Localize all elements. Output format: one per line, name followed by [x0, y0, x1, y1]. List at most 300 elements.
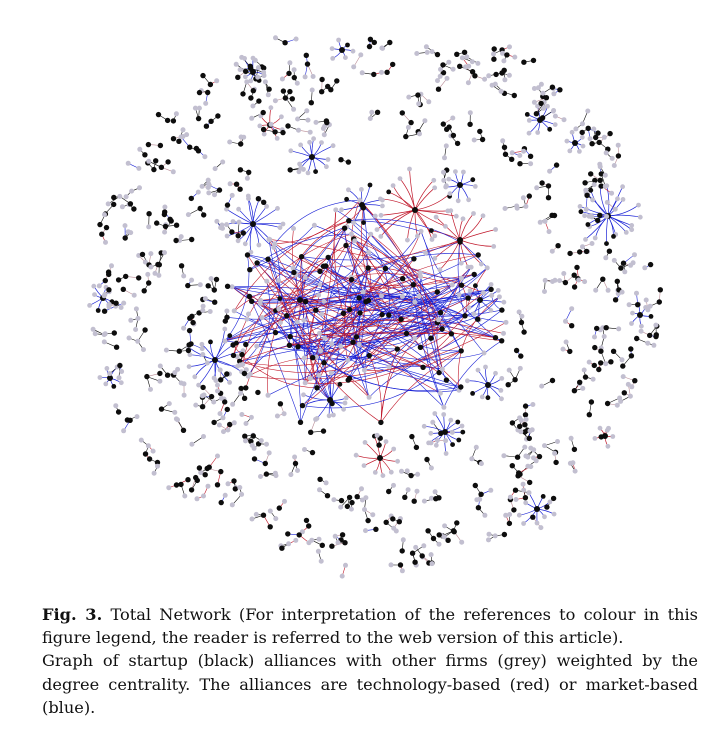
firm-node [245, 317, 250, 322]
startup-node [282, 40, 287, 45]
firm-node [471, 211, 476, 216]
startup-node [338, 157, 343, 162]
startup-node [462, 50, 467, 55]
firm-node [496, 288, 501, 293]
firm-node [395, 459, 400, 464]
startup-node [455, 141, 460, 146]
firm-node [287, 60, 292, 65]
technology-edge [460, 219, 463, 240]
firm-node [354, 453, 359, 458]
firm-node [273, 35, 278, 40]
startup-node [341, 311, 346, 316]
firm-node [196, 190, 201, 195]
startup-node [572, 140, 578, 146]
startup-node [278, 401, 283, 406]
firm-node [512, 55, 517, 60]
startup-node [347, 495, 352, 500]
firm-node [319, 312, 324, 317]
startup-node [599, 434, 604, 439]
firm-node [400, 568, 405, 573]
firm-node [419, 229, 424, 234]
startup-node [551, 496, 556, 501]
firm-node [291, 107, 296, 112]
firm-node [606, 444, 611, 449]
firm-node [493, 533, 498, 538]
firm-node [239, 55, 244, 60]
startup-node [146, 142, 151, 147]
firm-node [311, 136, 316, 141]
firm-node [102, 293, 107, 298]
firm-node [553, 114, 558, 119]
firm-node [418, 270, 423, 275]
firm-node [429, 440, 434, 445]
startup-node [189, 487, 194, 492]
firm-node [450, 282, 455, 287]
firm-node [215, 389, 220, 394]
startup-node [153, 158, 158, 163]
firm-node [629, 227, 634, 232]
firm-node [133, 327, 138, 332]
startup-node [437, 532, 442, 537]
market-edge [467, 381, 488, 385]
firm-node [615, 403, 620, 408]
firm-node [117, 194, 122, 199]
firm-node [415, 489, 420, 494]
startup-node [196, 148, 201, 153]
startup-node [412, 499, 417, 504]
firm-node [148, 387, 153, 392]
firm-node [434, 443, 439, 448]
firm-node [450, 116, 455, 121]
firm-node [523, 204, 528, 209]
firm-node [606, 426, 611, 431]
firm-node [182, 393, 187, 398]
firm-node [629, 223, 634, 228]
firm-node [603, 184, 608, 189]
firm-node [363, 495, 368, 500]
firm-node [174, 111, 179, 116]
firm-node [616, 326, 621, 331]
firm-node [651, 343, 656, 348]
firm-node [243, 438, 248, 443]
firm-node [367, 395, 372, 400]
firm-node [249, 415, 254, 420]
firm-node [327, 413, 332, 418]
firm-node [417, 131, 422, 136]
startup-node [658, 287, 663, 292]
firm-node [582, 279, 587, 284]
firm-node [248, 372, 253, 377]
startup-node [512, 93, 517, 98]
startup-node [295, 344, 300, 349]
firm-node [590, 241, 595, 246]
firm-node [463, 64, 468, 69]
startup-node [628, 346, 633, 351]
firm-node [517, 310, 522, 315]
startup-node [291, 270, 296, 275]
startup-node [400, 548, 405, 553]
firm-node [151, 449, 156, 454]
firm-node [604, 150, 609, 155]
technology-edge [356, 455, 380, 458]
startup-node [444, 377, 449, 382]
firm-node [446, 177, 451, 182]
startup-node [365, 518, 370, 523]
firm-node [276, 306, 281, 311]
startup-node [376, 442, 381, 447]
firm-node [603, 173, 608, 178]
firm-node [302, 447, 307, 452]
startup-node [214, 277, 219, 282]
firm-node [504, 320, 509, 325]
startup-node [607, 249, 612, 254]
figure-caption [42, 603, 698, 719]
firm-node [181, 326, 186, 331]
market-edge [606, 216, 608, 244]
firm-node [524, 417, 529, 422]
startup-node [349, 500, 354, 505]
caption-title: Total Network (For interpretation of the references to colour in this figure legend, the reader is referred to the web version of this article). [42, 605, 698, 648]
startup-node [185, 283, 190, 288]
firm-node [153, 271, 158, 276]
startup-node [598, 178, 603, 183]
firm-node [454, 214, 459, 219]
startup-node [635, 302, 640, 307]
firm-node [351, 64, 356, 69]
firm-node [218, 411, 223, 416]
firm-node [582, 368, 587, 373]
startup-node [251, 433, 256, 438]
firm-node [591, 127, 596, 132]
startup-node [621, 261, 626, 266]
firm-node [311, 74, 316, 79]
firm-node [493, 227, 498, 232]
startup-node [181, 428, 186, 433]
startup-node [350, 340, 355, 345]
firm-node [238, 67, 243, 72]
startup-node [321, 428, 326, 433]
firm-node [564, 340, 569, 345]
startup-node [243, 385, 248, 390]
firm-node [502, 300, 507, 305]
startup-node [522, 422, 527, 427]
startup-node [142, 288, 147, 293]
firm-node [584, 207, 589, 212]
startup-node [400, 276, 405, 281]
startup-node [287, 89, 292, 94]
firm-node [359, 486, 364, 491]
startup-node [550, 378, 555, 383]
startup-node [209, 394, 214, 399]
startup-node [346, 218, 351, 223]
firm-node [441, 412, 446, 417]
firm-node [486, 73, 491, 78]
firm-node [448, 191, 453, 196]
firm-node [126, 229, 131, 234]
firm-node [629, 321, 634, 326]
firm-node [119, 369, 124, 374]
startup-node [567, 349, 572, 354]
firm-node [172, 410, 177, 415]
firm-node [236, 238, 241, 243]
startup-node [218, 377, 223, 382]
startup-node [342, 226, 347, 231]
startup-node [418, 345, 423, 350]
startup-node [472, 272, 477, 277]
firm-node [358, 52, 363, 57]
startup-node [574, 265, 579, 270]
firm-node [128, 318, 133, 323]
startup-node [340, 532, 345, 537]
firm-node [457, 292, 462, 297]
firm-node [405, 238, 410, 243]
firm-node [181, 134, 186, 139]
startup-node [344, 197, 349, 202]
firm-node [123, 223, 128, 228]
startup-node [414, 445, 419, 450]
firm-node [573, 126, 578, 131]
firm-node [206, 178, 211, 183]
firm-node [366, 250, 371, 255]
firm-node [254, 344, 259, 349]
startup-node [234, 182, 239, 187]
startup-node [206, 283, 211, 288]
startup-node [511, 507, 516, 512]
firm-node [441, 405, 446, 410]
firm-node [534, 185, 539, 190]
firm-node [135, 339, 140, 344]
startup-node [106, 269, 111, 274]
startup-node [390, 516, 395, 521]
firm-node [501, 58, 506, 63]
startup-node [143, 451, 148, 456]
firm-node [405, 468, 410, 473]
startup-node [171, 136, 176, 141]
firm-node [441, 178, 446, 183]
startup-node [592, 345, 597, 350]
firm-node [117, 375, 122, 380]
firm-node [573, 469, 578, 474]
firm-node [442, 155, 447, 160]
firm-node [459, 276, 464, 281]
firm-node [563, 319, 568, 324]
firm-node [493, 371, 498, 376]
startup-node [618, 265, 623, 270]
startup-node [476, 505, 481, 510]
firm-node [451, 67, 456, 72]
startup-node [457, 182, 463, 188]
firm-node [121, 428, 126, 433]
firm-node [322, 132, 327, 137]
startup-node [111, 195, 116, 200]
startup-node [326, 255, 331, 260]
firm-node [134, 306, 139, 311]
startup-node [212, 357, 218, 363]
firm-node [517, 513, 522, 518]
firm-node [312, 223, 317, 228]
startup-node [140, 252, 145, 257]
startup-node [156, 112, 161, 117]
firm-node [434, 215, 439, 220]
firm-node [480, 395, 485, 400]
startup-node [236, 233, 241, 238]
firm-node [593, 236, 598, 241]
firm-node [430, 561, 435, 566]
startup-node [230, 342, 235, 347]
startup-node [247, 267, 252, 272]
firm-node [258, 298, 263, 303]
firm-node [220, 160, 225, 165]
firm-node [306, 540, 311, 545]
firm-node [443, 224, 448, 229]
startup-node [361, 220, 366, 225]
firm-node [303, 380, 308, 385]
firm-node [343, 563, 348, 568]
startup-node [111, 202, 116, 207]
firm-node [535, 130, 540, 135]
technology-edge [410, 169, 416, 210]
firm-node [459, 261, 464, 266]
firm-node [126, 161, 131, 166]
startup-node [528, 154, 533, 159]
firm-node [249, 116, 254, 121]
firm-node [119, 380, 124, 385]
startup-node [371, 72, 376, 77]
firm-node [639, 324, 644, 329]
startup-node [144, 374, 149, 379]
startup-node [242, 396, 247, 401]
startup-node [190, 320, 195, 325]
firm-node [542, 514, 547, 519]
firm-node [292, 455, 297, 460]
startup-node [499, 338, 504, 343]
startup-node [288, 167, 293, 172]
startup-node [235, 75, 240, 80]
market-edge [253, 206, 267, 224]
startup-node [386, 190, 391, 195]
firm-node [489, 282, 494, 287]
firm-node [486, 537, 491, 542]
market-edge [253, 223, 283, 224]
startup-node [233, 486, 238, 491]
firm-node [499, 89, 504, 94]
startup-node [357, 310, 362, 315]
firm-node [653, 323, 658, 328]
startup-node [538, 101, 543, 106]
firm-node [146, 224, 151, 229]
firm-node [209, 276, 214, 281]
startup-node [167, 217, 172, 222]
startup-node [297, 297, 303, 303]
firm-node [639, 329, 644, 334]
firm-node [453, 169, 458, 174]
startup-node [127, 418, 132, 423]
firm-node [119, 305, 124, 310]
startup-node [238, 386, 243, 391]
startup-node [460, 430, 465, 435]
firm-node [517, 153, 522, 158]
firm-node [569, 306, 574, 311]
firm-node [345, 358, 350, 363]
firm-node [587, 360, 592, 365]
startup-node [287, 343, 292, 348]
firm-node [269, 122, 274, 127]
startup-node [595, 218, 600, 223]
technology-edge [407, 210, 415, 240]
firm-node [198, 470, 203, 475]
firm-node [92, 292, 97, 297]
firm-node [483, 365, 488, 370]
firm-node [243, 74, 248, 79]
firm-node [426, 99, 431, 104]
startup-node [279, 546, 284, 551]
firm-node [346, 187, 351, 192]
startup-node [173, 238, 178, 243]
firm-node [338, 344, 343, 349]
firm-node [317, 487, 322, 492]
firm-node [316, 549, 321, 554]
technology-edge [380, 199, 415, 210]
firm-node [497, 294, 502, 299]
startup-node [428, 336, 433, 341]
startup-node [313, 308, 318, 313]
firm-node [341, 407, 346, 412]
firm-node [295, 468, 300, 473]
market-edge [250, 297, 301, 423]
firm-node [200, 393, 205, 398]
startup-node [411, 256, 416, 261]
startup-node [467, 122, 472, 127]
startup-node [321, 264, 326, 269]
startup-node [264, 471, 269, 476]
firm-node [172, 370, 177, 375]
firm-node [186, 212, 191, 217]
startup-node [379, 312, 384, 317]
firm-node [580, 386, 585, 391]
startup-node [557, 87, 562, 92]
startup-node [485, 382, 491, 388]
startup-node [449, 331, 454, 336]
startup-node [208, 119, 213, 124]
startup-node [201, 212, 206, 217]
firm-node [605, 200, 610, 205]
caption-description: Graph of startup (black) alliances with other firms (grey) weighted by the degree centrality. The alliances are technology-based (red) or market-based (blue). [42, 651, 698, 717]
firm-node [230, 402, 235, 407]
firm-node [592, 335, 597, 340]
firm-node [499, 388, 504, 393]
firm-node [398, 176, 403, 181]
startup-node [349, 277, 354, 282]
firm-node [644, 298, 649, 303]
firm-node [380, 46, 385, 51]
startup-node [239, 352, 244, 357]
firm-node [415, 234, 420, 239]
startup-node [146, 211, 151, 216]
firm-node [389, 562, 394, 567]
firm-node [200, 184, 205, 189]
startup-node [227, 422, 232, 427]
startup-node [514, 348, 519, 353]
startup-node [541, 494, 546, 499]
firm-node [244, 79, 249, 84]
firm-node [535, 521, 540, 526]
startup-node [334, 78, 339, 83]
firm-node [378, 197, 383, 202]
startup-node [404, 331, 409, 336]
firm-node [423, 251, 428, 256]
startup-node [386, 489, 391, 494]
startup-node [310, 450, 315, 455]
